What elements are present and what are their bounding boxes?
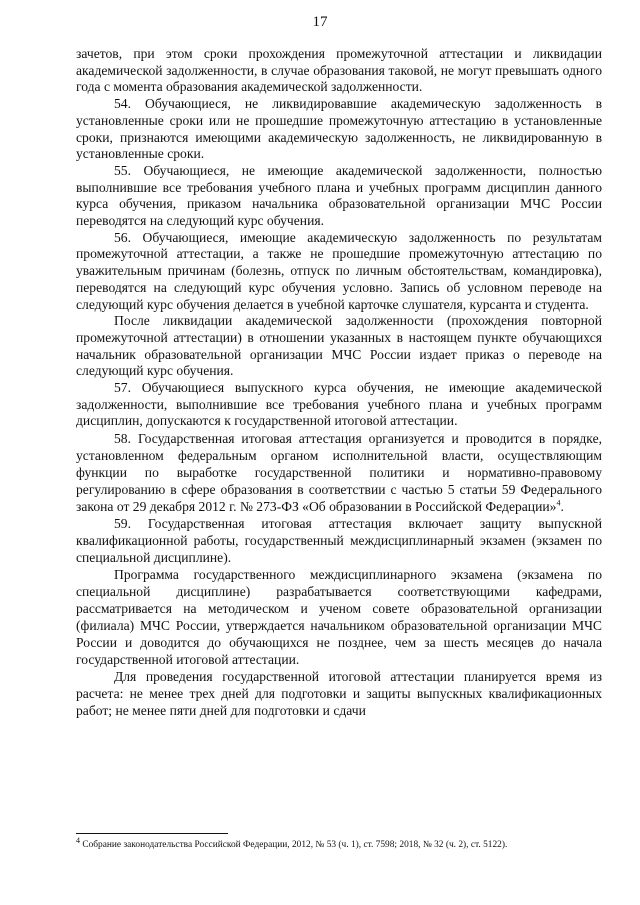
paragraph-54: 54. Обучающиеся, не ликвидировавшие академическую задолженность в установленные сроки или не прошедшие промежуточную аттестацию в установленные сроки, признаются имеющими академическую задолженность, не ликвидированную в установленные сроки. [76,96,602,162]
body-text [76,46,602,719]
footnote-reference: 4 [556,498,561,508]
paragraph-58: 58. Государственная итоговая аттестация организуется и проводится в порядке, установленном федеральным органом исполнительной власти, осуществляющим функции по выработке государственной политики и нормативно-правовому регулированию в сфере образования в соответствии с частью 5 статьи 59 Федерального закона от 29 декабря 2012 г. № 273-ФЗ «Об образовании в Российской Федерации»$^4$. [76,431,602,515]
paragraph-59: 59. Государственная итоговая аттестация включает защиту выпускной квалификационной работы, государственный междисциплинарный экзамен (экзамен по специальной дисциплине). [76,516,602,566]
footnote-divider [76,833,228,834]
paragraph-57: 57. Обучающиеся выпускного курса обучения, не имеющие академической задолженности, выполнившие все требования учебного плана и учебных программ дисциплин, допускаются к государственной итоговой аттестации. [76,380,602,429]
paragraph-exam-program: Программа государственного междисциплинарного экзамена (экзамена по специальной дисциплине) разрабатывается соответствующими кафедрами, рассматривается на методическом и ученом совете образовательной организации (филиала) МЧС России, утверждается начальником образовательной организации МЧС России и доводится до обучающихся не позднее, чем за шесть месяцев до начала государственной итоговой аттестации. [76,567,602,668]
paragraph-56-after-liquidation: После ликвидации академической задолженности (прохождения повторной промежуточной аттестации) в отношении указанных в настоящем пункте обучающихся начальник образовательной организации МЧС России издает приказ о переводе на следующий курс обучения. [76,313,602,379]
paragraph-exam-time: Для проведения государственной итоговой аттестации планируется время из расчета: не менее трех дней для подготовки и защиты выпускных квалификационных работ; не менее пяти дней для подготовки и сдачи [76,669,602,719]
footnote-marker: 4 [76,835,80,845]
paragraph-55: 55. Обучающиеся, не имеющие академической задолженности, полностью выполнившие все требования учебного плана и учебных программ дисциплин данного курса обучения, приказом начальника образовательной организации МЧС России переводятся на следующий курс обучения. [76,162,602,229]
paragraph-continuation: зачетов, при этом сроки прохождения промежуточной аттестации и ликвидации академической задолженности, в случае образования таковой, не могут превышать одного года с момента образования академической задолженности. [76,46,602,95]
paragraph-58-text: 58. Государственная итоговая аттестация организуется и проводится в порядке, установленном федеральным органом исполнительной власти, осуществляющим функции по выработке государственной политики и нормативно-правовому регулированию в сфере образования в соответствии с частью 5 статьи 59 Федерального закона от 29 декабря 2012 г. № 273-ФЗ «Об образовании в Российской Федерации» [76,431,602,515]
footnote [76,835,602,851]
footnote-text: Собрание законодательства Российской Федерации, 2012, № 53 (ч. 1), ст. 7598; 2018, № 32 (ч. 2), ст. 5122). [80,840,508,850]
page-number: 17 [312,14,328,30]
paragraph-56: 56. Обучающиеся, имеющие академическую задолженность по результатам промежуточной аттестации, а также не прошедшие промежуточную аттестацию по уважительным причинам (болезнь, отпуск по личным обстоятельствам, командировка), переводятся на следующий курс обучения условно. Запись об условном переводе на следующий курс обучения делается в учебной карточке слушателя, курсанта и студента. [76,229,602,312]
